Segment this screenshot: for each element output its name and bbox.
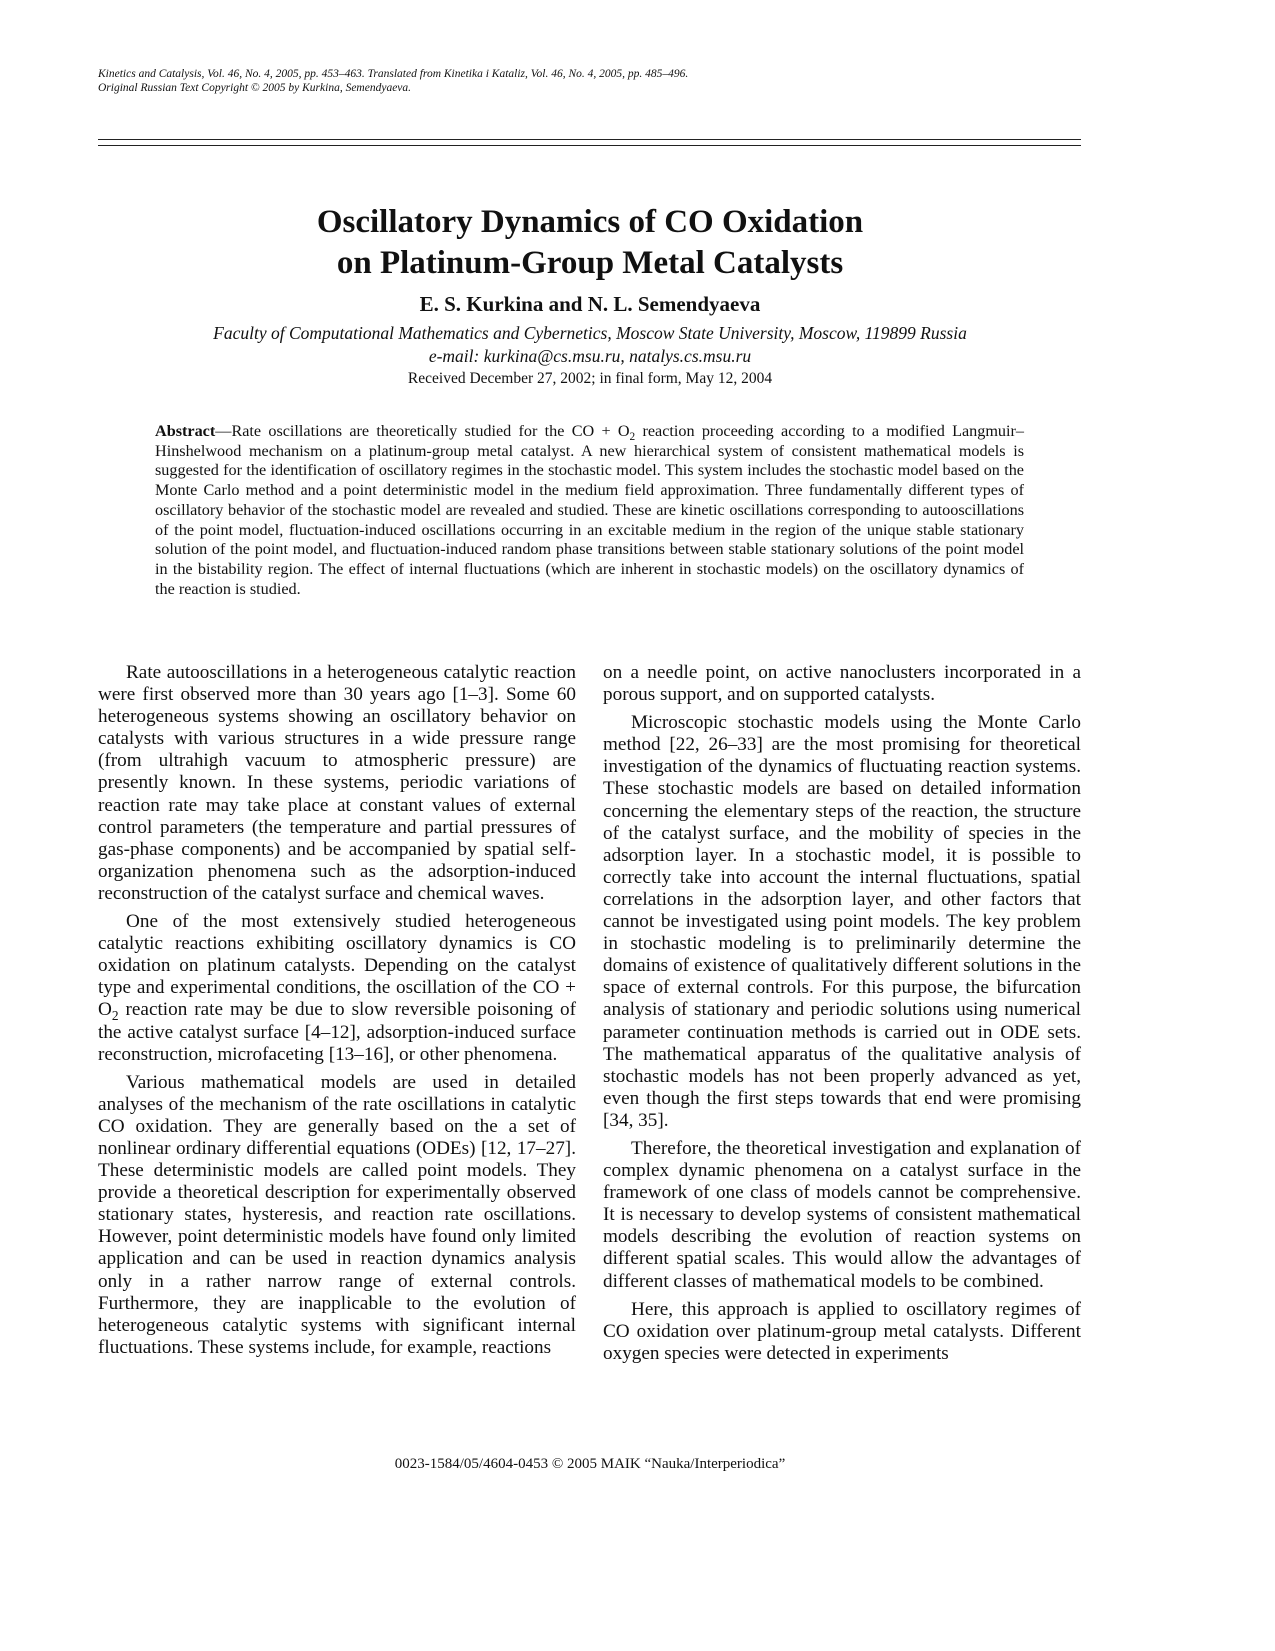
affiliation-block (0, 322, 1180, 368)
affiliation: Faculty of Computational Mathematics and Cybernetics, Moscow State University, Moscow, 119899 Russia (213, 323, 967, 343)
authors: E. S. Kurkina and N. L. Semendyaeva (419, 292, 761, 316)
subscript: 2 (111, 1008, 119, 1024)
header-citation: Kinetics and Catalysis, Vol. 46, No. 4, 2005, pp. 453–463. Translated from Kinetika i Kataliz, Vol. 46, No. 4, 2005, pp. 485–496. (98, 68, 689, 80)
abstract-text-cont: reaction proceeding according to a modified Langmuir–Hinshelwood mechanism on a platinum-group metal catalyst. A new hierarchical system of consistent mathematical models is suggested for the identification of oscillatory regimes in the stochastic model. This system includes the stochastic model based on the Monte Carlo method and a point deterministic model in the medium field approximation. Three fundamentally different types of oscillatory behavior of the stochastic model are revealed and studied. These are kinetic oscillations corresponding to autooscillations of the point model, fluctuation-induced oscillations occurring in an excitable medium in the region of the unique stable stationary solution of the point model, and fluctuation-induced random phase transitions between stable stationary solutions of the point model in the bistability region. The effect of internal fluctuations (which are inherent in stochastic models) on the oscillatory dynamics of the reaction is studied. (155, 422, 1024, 598)
footer-copyright: 0023-1584/05/4604-0453 © 2005 MAIK “Nauka/Interperiodica” (394, 1456, 786, 1472)
title-line-2: on Platinum-Group Metal Catalysts (336, 245, 844, 281)
paragraph: Microscopic stochastic models using the Monte Carlo method [22, 26–33] are the most promising for theoretical investigation of the dynamics of fluctuating reaction systems. These stochastic models are based on detailed information concerning the elementary steps of the reaction, the structure of the catalyst surface, and the mobility of species in the adsorption layer. In a stochastic model, it is possible to correctly take into account the internal fluctuations, spatial correlations in the adsorption layer, and other factors that cannot be investigated using point models. The key problem in stochastic modeling is to preliminarily determine the domains of existence of qualitatively different solutions in the space of external controls. For this purpose, the bifurcation analysis of stationary and periodic solutions using numerical parameter continuation methods is carried out in ODE sets. The mathematical apparatus of the qualitative analysis of stochastic models has not been properly advanced as yet, even though the first steps towards that end were promising [34, 35]. (603, 712, 1081, 1131)
title-line-1: Oscillatory Dynamics of CO Oxidation (316, 204, 864, 240)
paragraph-continued: on a needle point, on active nanoclusters incorporated in a porous support, and on supported catalysts. (603, 662, 1081, 706)
paragraph: Here, this approach is applied to oscillatory regimes of CO oxidation over platinum-group metal catalysts. Different oxygen species were detected in experiments (603, 1298, 1081, 1364)
left-column (98, 662, 576, 1365)
abstract-text: —Rate oscillations are theoretically studied for the CO + O (215, 422, 630, 440)
received-date: Received December 27, 2002; in final form, May 12, 2004 (407, 370, 773, 387)
right-column (603, 662, 1081, 1371)
email: e-mail: kurkina@cs.msu.ru, natalys.cs.msu.ru (428, 346, 752, 366)
paragraph-text: One of the most extensively studied heterogeneous catalytic reactions exhibiting oscillatory dynamics is CO oxidation on platinum catalysts. Depending on the catalyst type and experimental conditions, the oscillation of the CO + O (98, 911, 576, 1021)
abstract-subscript: 2 (629, 431, 636, 444)
header-copyright: Original Russian Text Copyright © 2005 by Kurkina, Semendyaeva. (98, 82, 412, 94)
paragraph: Rate autooscillations in a heterogeneous catalytic reaction were first observed more than 30 years ago [1–3]. Some 60 heterogeneous systems showing an oscillatory behavior on catalysts with various structures in a wide pressure range (from ultrahigh vacuum to atmospheric pressure) are presently known. In these systems, periodic variations of reaction rate may take place at constant values of external control parameters (the temperature and partial pressures of gas-phase components) and be accompanied by spatial self-organization phenomena such as the adsorption-induced reconstruction of the catalyst surface and chemical waves. (98, 662, 576, 904)
journal-header (98, 67, 688, 95)
paragraph-text-cont: reaction rate may be due to slow reversible poisoning of the active catalyst surface [4–12], adsorption-induced surface reconstruction, microfaceting [13–16], or other phenomena. (98, 999, 576, 1065)
abstract-label: Abstract (155, 422, 216, 440)
header-rule-bottom (98, 145, 1081, 146)
paper-title (0, 202, 1180, 284)
header-rule-top (98, 139, 1081, 140)
paragraph: Therefore, the theoretical investigation and explanation of complex dynamic phenomena on a catalyst surface in the framework of one class of models cannot be comprehensive. It is necessary to develop systems of consistent mathematical models describing the evolution of reaction systems on different spatial scales. This would allow the advantages of different classes of mathematical models to be combined. (603, 1137, 1081, 1292)
paragraph (98, 911, 576, 1066)
paragraph: Various mathematical models are used in detailed analyses of the mechanism of the rate oscillations in catalytic CO oxidation. They are generally based on the a set of nonlinear ordinary differential equations (ODEs) [12, 17–27]. These deterministic models are called point models. They provide a theoretical description for experimentally observed stationary states, hysteresis, and reaction rate oscillations. However, point deterministic models have found only limited application and can be used in reaction dynamics analysis only in a rather narrow range of external controls. Furthermore, they are inapplicable to the evolution of heterogeneous catalytic systems with significant internal fluctuations. These systems include, for example, reactions (98, 1071, 576, 1358)
abstract (155, 422, 1024, 599)
